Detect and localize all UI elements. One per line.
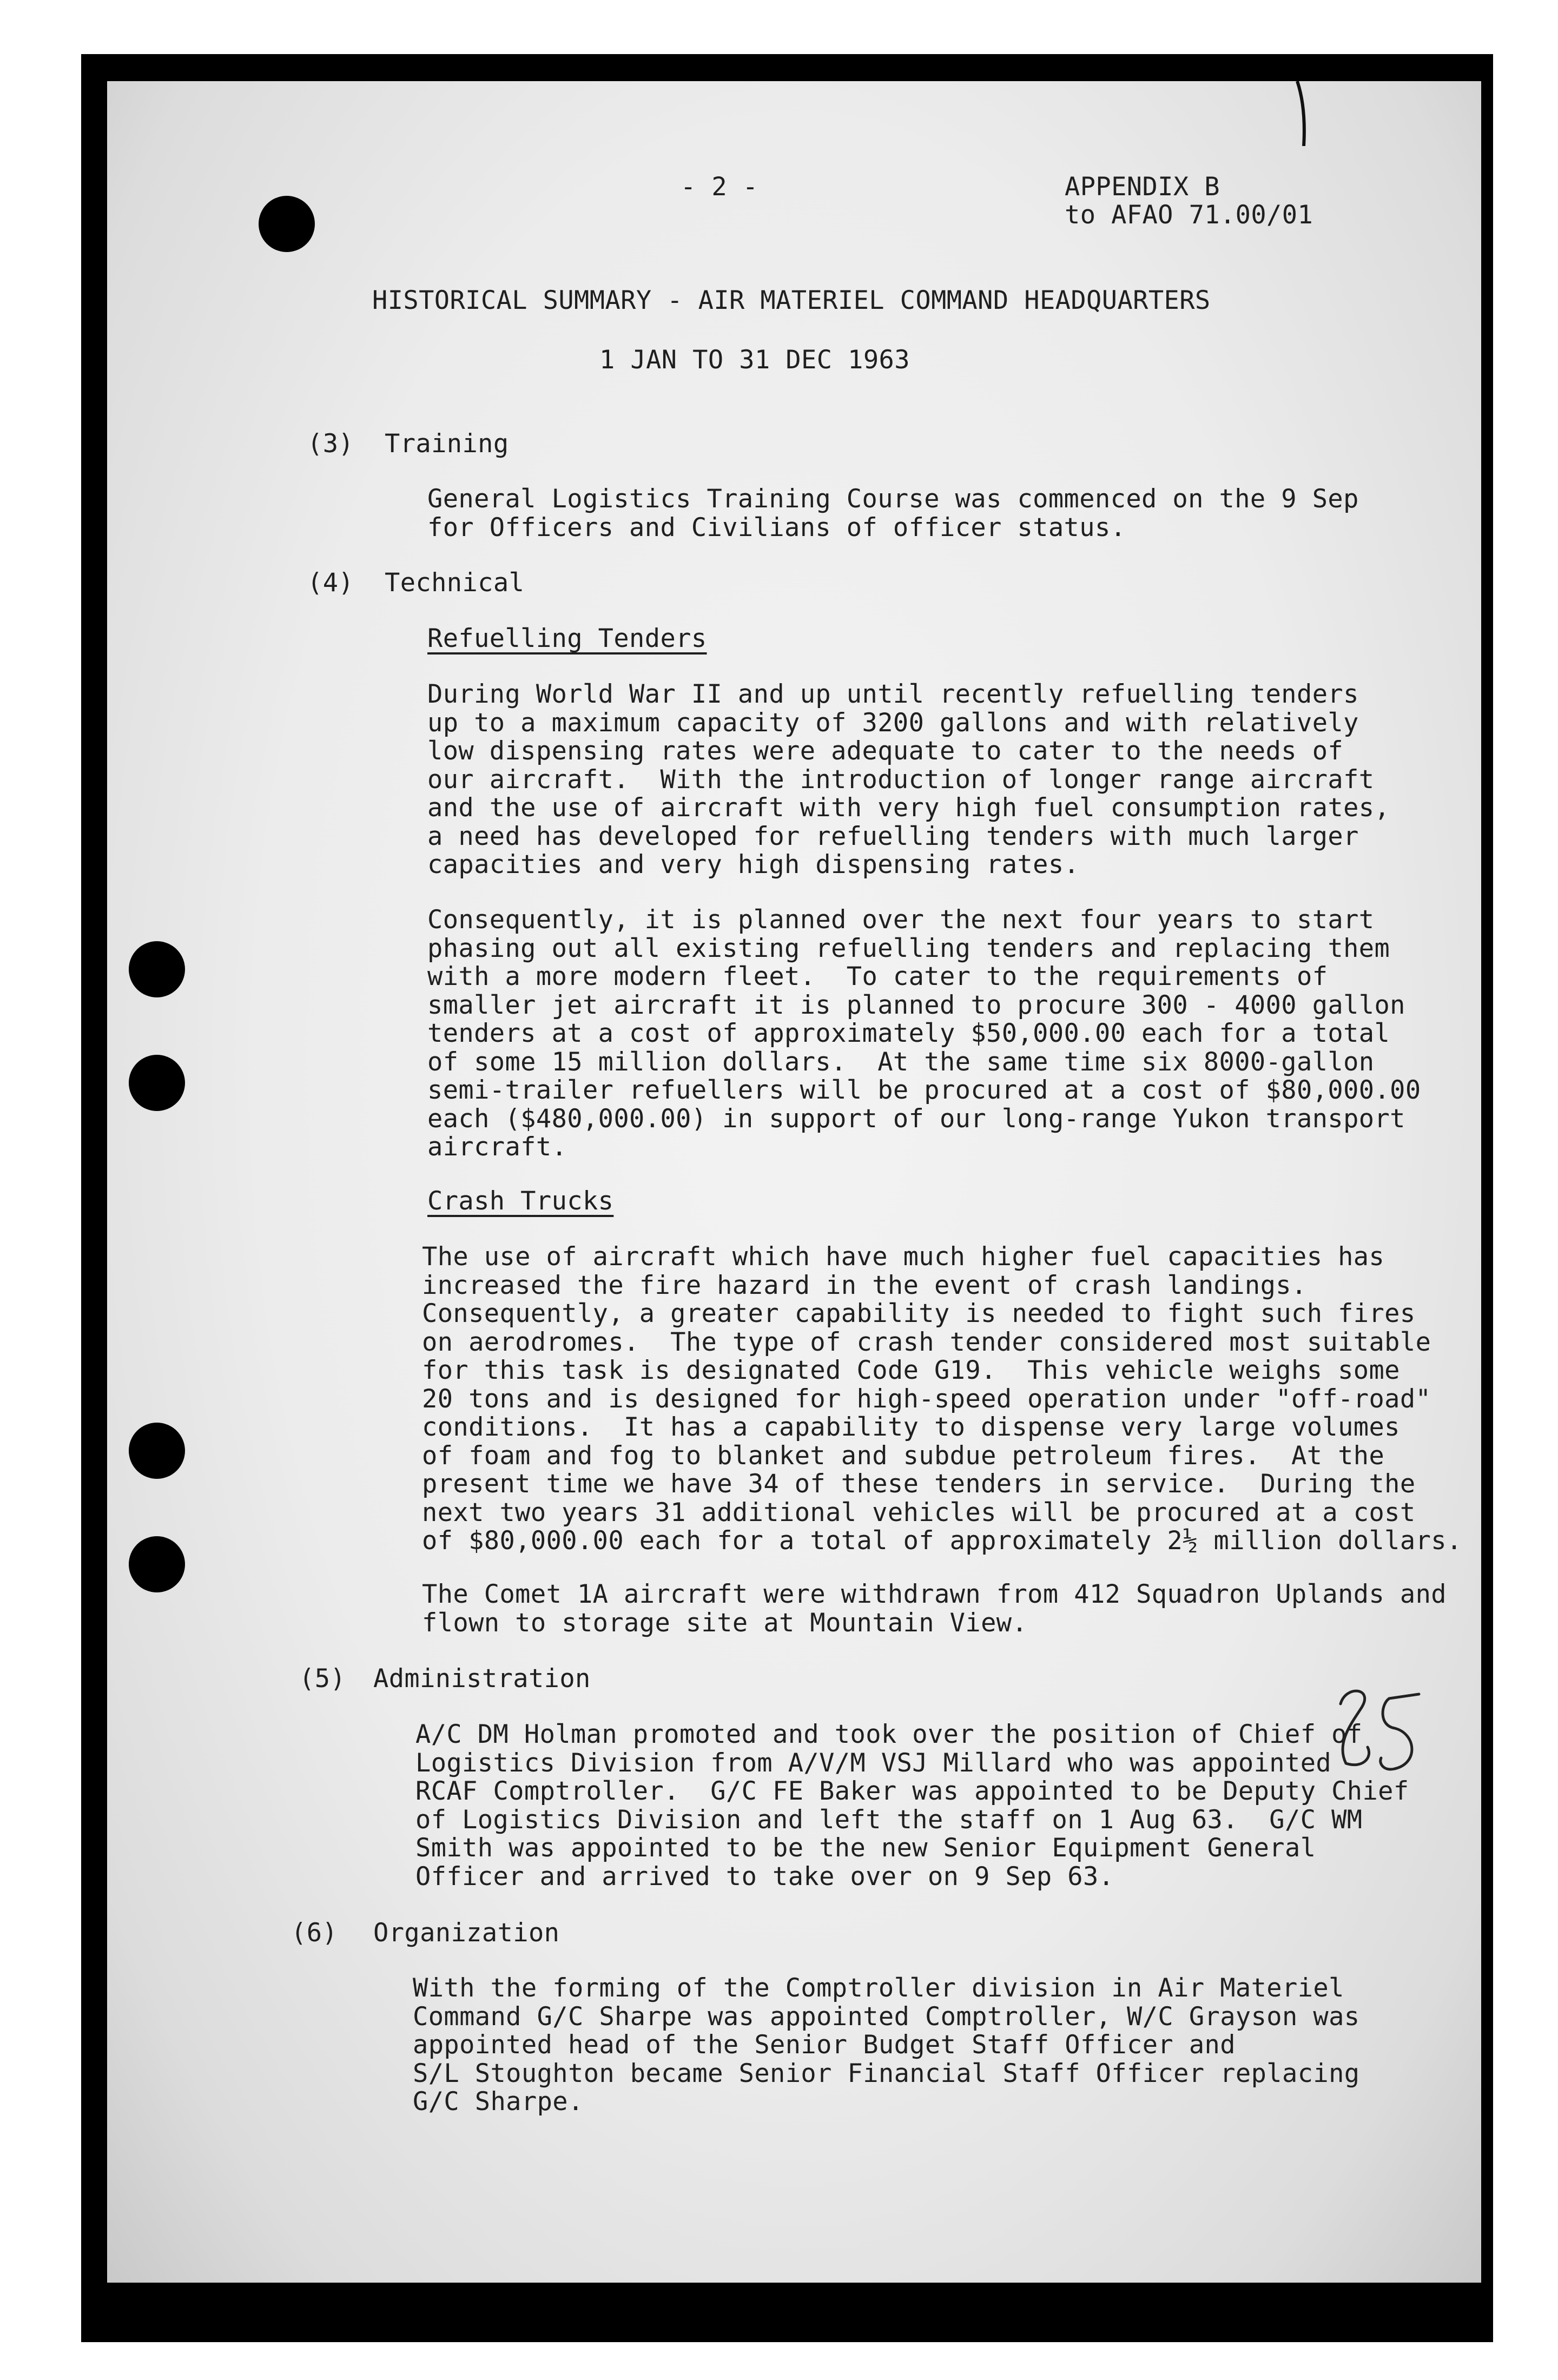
appendix-label: APPENDIX B	[1065, 172, 1220, 202]
page-edge-mark	[1286, 81, 1319, 146]
punch-hole	[259, 196, 315, 252]
appendix-reference: to AFAO 71.00/01	[1065, 200, 1313, 230]
training-paragraph: General Logistics Training Course was commenced on the 9 Sep for Officers and Civilians of officer status.	[427, 484, 1359, 543]
document-period: 1 JAN TO 31 DEC 1963	[599, 345, 910, 375]
document-title: HISTORICAL SUMMARY - AIR MATERIEL COMMAND HEADQUARTERS	[372, 286, 1211, 315]
page-number: - 2 -	[681, 172, 758, 202]
handwritten-mark-icon	[1330, 1682, 1427, 1774]
punch-hole	[129, 1055, 185, 1111]
refuelling-paragraph-1: During World War II and up until recently refuelling tenders up to a maximum capacity of 3200 gallons and with relatively low dispensing rates were adequate to cater to the needs of our aircraft. With the introduction of longer range aircraft and the use of aircraft with very high fuel consumption rates, a need has developed for refuelling tenders with much larger capacities and very high dispensing rates.	[427, 679, 1390, 880]
organization-paragraph: With the forming of the Comptroller division in Air Materiel Command G/C Sharpe was appointed Comptroller, W/C Grayson was appointed head of the Senior Budget Staff Officer and S/L Stoughton became Senior Financial Staff Officer replacing G/C Sharpe.	[413, 1973, 1360, 2117]
section-title-technical: Technical	[385, 568, 525, 598]
punch-hole	[129, 1423, 185, 1479]
section-number-technical: (4)	[307, 568, 354, 598]
refuelling-paragraph-2: Consequently, it is planned over the next four years to start phasing out all existing refuelling tenders and replacing them with a more modern fleet. To cater to the requirements of smaller jet aircraft it is planned to procure 300 - 4000 gallon tenders at a cost of approximately $50,000.00 each for a total of some 15 million dollars. At the same time six 8000-gallon semi-trailer refuellers will be procured at a cost of $80,000.00 each ($480,000.00) in support of our long-range Yukon transport aircraft.	[427, 905, 1421, 1162]
refuelling-tenders-heading: Refuelling Tenders	[427, 624, 707, 653]
crash-trucks-paragraph-2: The Comet 1A aircraft were withdrawn from 412 Squadron Uplands and flown to storage site at Mountain View.	[422, 1579, 1447, 1638]
section-number-training: (3)	[307, 429, 354, 459]
section-number-administration: (5)	[299, 1664, 346, 1694]
section-number-organization: (6)	[291, 1918, 338, 1948]
administration-paragraph: A/C DM Holman promoted and took over the position of Chief of Logistics Division from A/V/M VSJ Millard who was appointed RCAF Comptroller. G/C FE Baker was appointed to be Deputy Chief of Logistics Division and left the staff on 1 Aug 63. G/C WM Smith was appointed to be the new Senior Equipment General Officer and arrived to take over on 9 Sep 63.	[415, 1720, 1409, 1892]
section-title-administration: Administration	[373, 1664, 591, 1694]
crash-trucks-heading: Crash Trucks	[427, 1186, 614, 1216]
crash-trucks-paragraph-1: The use of aircraft which have much higher fuel capacities has increased the fire hazard in the event of crash landings. Consequently, a greater capability is needed to fight such fires on aerodromes. The type of crash tender considered most suitable for this task is designated Code G19. This vehicle weighs some 20 tons and is designed for high-speed operation under "off-road" conditions. It has a capability to dispense very large volumes of foam and fog to blanket and subdue petroleum fires. At the present time we have 34 of these tenders in service. During the next two years 31 additional vehicles will be procured at a cost of $80,000.00 each for a total of approximately 2½ million dollars.	[422, 1242, 1462, 1556]
section-title-training: Training	[385, 429, 509, 459]
punch-hole	[129, 941, 185, 997]
document-page	[107, 81, 1481, 2283]
section-title-organization: Organization	[373, 1918, 560, 1948]
punch-hole	[129, 1536, 185, 1592]
